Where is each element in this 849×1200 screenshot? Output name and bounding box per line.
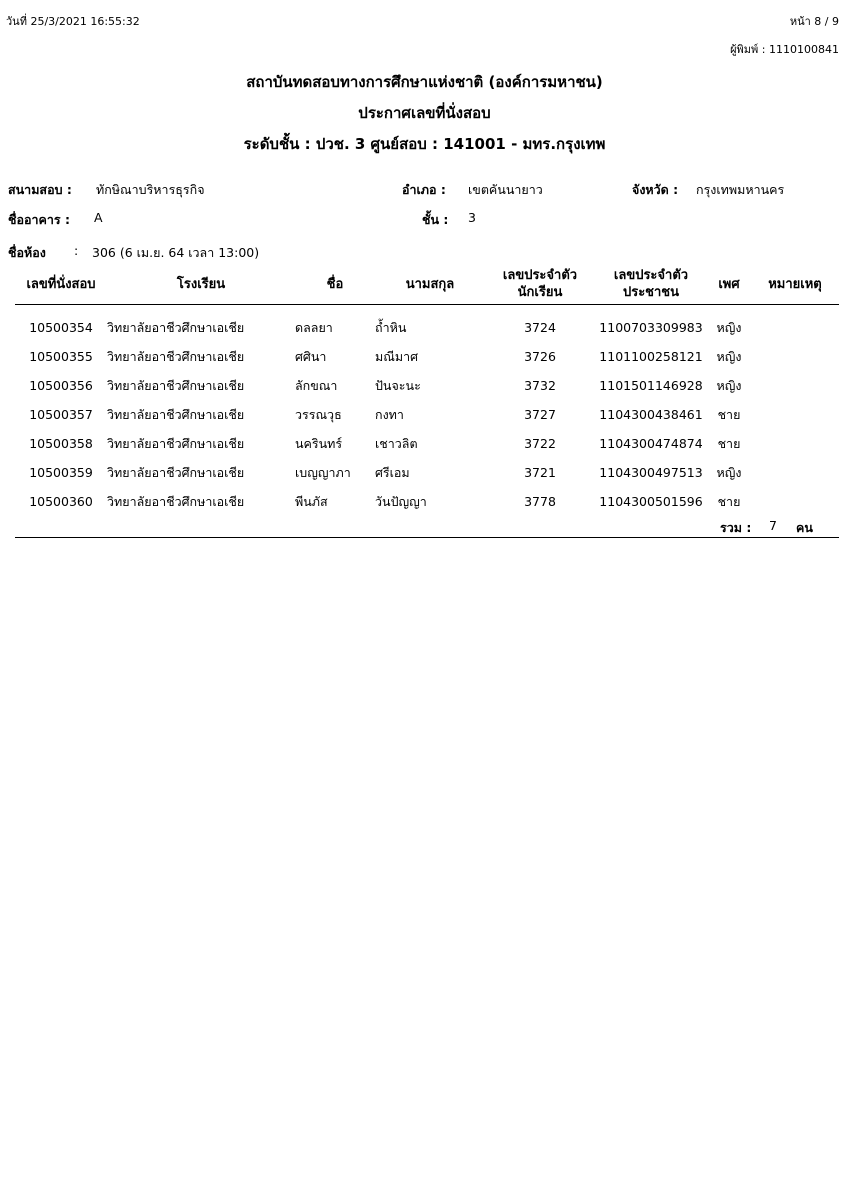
cell-seat: 10500357	[29, 407, 93, 422]
cell-last-name: ศรีเอม	[375, 464, 410, 480]
district-value: เขตคันนายาว	[468, 182, 543, 197]
cell-seat: 10500358	[29, 436, 93, 451]
building-label: ชื่ออาคาร :	[8, 212, 70, 227]
province-label: จังหวัด :	[632, 182, 679, 197]
cell-last-name: กงทา	[375, 406, 404, 422]
cell-note	[751, 458, 839, 487]
cell-note	[751, 342, 839, 371]
room-label: ชื่อห้อง	[8, 245, 46, 260]
header-student-id	[485, 264, 595, 305]
cell-seat: 10500359	[29, 465, 93, 480]
cell-last-name: มณีมาศ	[375, 348, 419, 364]
print-datetime: วันที่ 25/3/2021 16:55:32	[6, 15, 140, 28]
cell-first-name: วรรณวุธ	[295, 406, 342, 422]
cell-student-id: 3721	[524, 465, 556, 480]
cell-seat: 10500356	[29, 378, 93, 393]
footer-divider	[15, 537, 839, 538]
cell-first-name: นครินทร์	[295, 435, 343, 451]
cell-gender: หญิง	[716, 377, 742, 393]
table-row	[15, 371, 839, 400]
cell-school: วิทยาลัยอาชีวศึกษาเอเชีย	[107, 319, 245, 335]
floor-value: 3	[468, 210, 476, 225]
table-row	[15, 305, 839, 343]
header-student-id-line1: เลขประจำตัว	[502, 268, 578, 283]
page-number: หน้า 8 / 9	[789, 15, 839, 28]
cell-last-name: ปันจะนะ	[375, 377, 421, 393]
level-and-center: ระดับชั้น : ปวช. 3 ศูนย์สอบ : 141001 - มทร.กรุงเทพ	[243, 135, 606, 153]
cell-student-id: 3726	[524, 349, 556, 364]
cell-citizen-id: 1104300497513	[599, 465, 703, 480]
cell-citizen-id: 1104300438461	[599, 407, 703, 422]
total-value: 7	[769, 518, 777, 533]
cell-school: วิทยาลัยอาชีวศึกษาเอเชีย	[107, 348, 245, 364]
header-first-name: ชื่อ	[295, 264, 375, 305]
cell-gender: หญิง	[716, 319, 742, 335]
building-value: A	[94, 210, 103, 225]
cell-student-id: 3732	[524, 378, 556, 393]
cell-gender: ชาย	[717, 493, 741, 509]
organization-title: สถาบันทดสอบทางการศึกษาแห่งชาติ (องค์การมหาชน)	[246, 73, 603, 91]
cell-student-id: 3727	[524, 407, 556, 422]
cell-note	[751, 305, 839, 343]
cell-first-name: พีนภัส	[295, 493, 328, 509]
seat-table	[15, 264, 839, 516]
province-value: กรุงเทพมหานคร	[696, 182, 785, 197]
cell-last-name: วันปัญญา	[375, 493, 427, 509]
cell-student-id: 3722	[524, 436, 556, 451]
floor-label: ชั้น :	[422, 212, 449, 227]
cell-student-id: 3724	[524, 320, 556, 335]
cell-gender: ชาย	[717, 435, 741, 451]
cell-gender: หญิง	[716, 464, 742, 480]
table-row	[15, 342, 839, 371]
venue-value: ทักษิณาบริหารธุรกิจ	[96, 182, 205, 197]
document-title: ประกาศเลขที่นั่งสอบ	[358, 104, 491, 122]
cell-citizen-id: 1101501146928	[599, 378, 703, 393]
table-header-row	[15, 264, 839, 305]
total-unit: คน	[796, 520, 813, 535]
cell-school: วิทยาลัยอาชีวศึกษาเอเชีย	[107, 435, 245, 451]
district-label: อำเภอ :	[402, 182, 446, 197]
cell-citizen-id: 1100703309983	[599, 320, 703, 335]
cell-citizen-id: 1101100258121	[599, 349, 703, 364]
header-seat: เลขที่นั่งสอบ	[15, 264, 107, 305]
cell-note	[751, 400, 839, 429]
cell-first-name: ศศินา	[295, 348, 327, 364]
header-note: หมายเหตุ	[751, 264, 839, 305]
cell-first-name: ลักขณา	[295, 377, 338, 393]
header-student-id-line2: นักเรียน	[517, 285, 563, 300]
cell-gender: ชาย	[717, 406, 741, 422]
cell-last-name: เชาวลิต	[375, 435, 418, 451]
cell-citizen-id: 1104300474874	[599, 436, 703, 451]
total-label: รวม :	[720, 520, 752, 535]
cell-first-name: เบญญาภา	[295, 464, 351, 480]
header-school: โรงเรียน	[107, 264, 295, 305]
cell-last-name: ถ้ำหิน	[375, 319, 407, 335]
cell-student-id: 3778	[524, 494, 556, 509]
venue-label: สนามสอบ :	[8, 182, 72, 197]
cell-gender: หญิง	[716, 348, 742, 364]
cell-note	[751, 487, 839, 516]
room-value: 306 (6 เม.ย. 64 เวลา 13:00)	[92, 245, 260, 260]
header-citizen-id	[595, 264, 707, 305]
cell-note	[751, 429, 839, 458]
table-row	[15, 400, 839, 429]
printed-by: ผู้พิมพ์ : 1110100841	[730, 43, 839, 56]
header-last-name: นามสกุล	[375, 264, 485, 305]
cell-first-name: ดลลยา	[295, 319, 333, 335]
header-gender: เพศ	[707, 264, 751, 305]
header-citizen-id-line1: เลขประจำตัว	[613, 268, 689, 283]
cell-school: วิทยาลัยอาชีวศึกษาเอเชีย	[107, 377, 245, 393]
cell-school: วิทยาลัยอาชีวศึกษาเอเชีย	[107, 493, 245, 509]
cell-citizen-id: 1104300501596	[599, 494, 703, 509]
cell-note	[751, 371, 839, 400]
cell-seat: 10500355	[29, 349, 93, 364]
table-row	[15, 487, 839, 516]
cell-school: วิทยาลัยอาชีวศึกษาเอเชีย	[107, 406, 245, 422]
cell-seat: 10500354	[29, 320, 93, 335]
cell-school: วิทยาลัยอาชีวศึกษาเอเชีย	[107, 464, 245, 480]
header-citizen-id-line2: ประชาชน	[622, 285, 680, 300]
cell-seat: 10500360	[29, 494, 93, 509]
room-colon: :	[74, 243, 79, 258]
table-row	[15, 429, 839, 458]
table-row	[15, 458, 839, 487]
